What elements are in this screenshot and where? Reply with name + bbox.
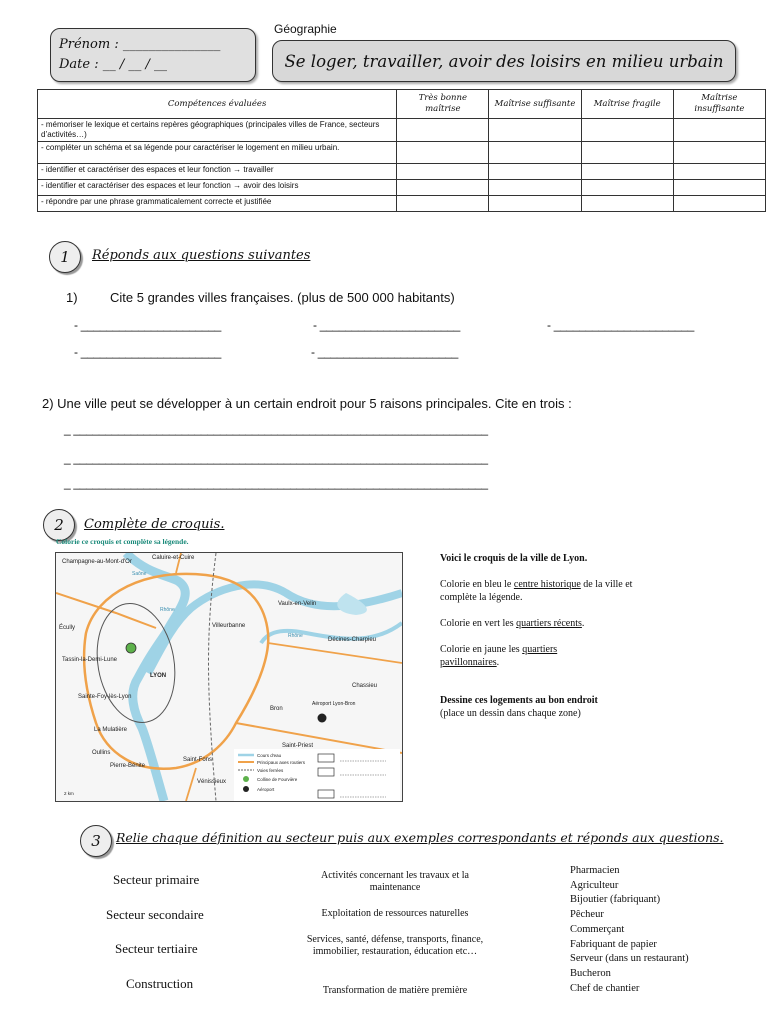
legend-blank-box[interactable]: [318, 754, 334, 762]
instruction-text: .: [496, 657, 500, 668]
grade-cell[interactable]: [581, 119, 673, 142]
fourviere-marker: [126, 643, 136, 653]
legend-blank-box[interactable]: [318, 768, 334, 776]
place-label: Pierre-Bénite: [110, 763, 146, 769]
table-row: [38, 142, 766, 164]
place-label: Décines-Charpieu: [328, 637, 377, 643]
legend-label: Principaux axes routiers: [257, 760, 306, 765]
competence-text: - mémoriser le lexique et certains repères géographiques (principales villes de France, secteurs d’activités…): [38, 119, 397, 142]
instruction-green: [440, 617, 645, 630]
legend-swatch: [243, 786, 249, 792]
instruction-draw-detail: (place un dessin dans chaque zone): [440, 708, 581, 719]
legend-label: Colline de Fourvière: [257, 777, 298, 782]
place-label: Champagne-au-Mont-d'Or: [62, 559, 132, 565]
place-label: Écully: [59, 625, 76, 631]
place-label: Vénissieux: [197, 779, 227, 785]
instruction-keyword: centre historique: [513, 579, 581, 590]
table-row: [38, 196, 766, 212]
grade-cell[interactable]: [673, 142, 765, 164]
job-item[interactable]: Serveur (dans un restaurant): [570, 953, 689, 964]
question-2-text: 2) Une ville peut se développer à un certain endroit pour 5 raisons principales. Cite en trois :: [42, 396, 572, 411]
instruction-text: Colorie en vert les: [440, 618, 517, 629]
answer-blank[interactable]: - ______________________: [74, 318, 221, 332]
header-fragile: Maîtrise fragile: [581, 90, 673, 119]
legend-label: Voies ferrées: [257, 768, 284, 773]
place-label: Villeurbanne: [212, 623, 246, 629]
section-1-number: 1: [49, 241, 81, 273]
map-intro: Voici le croquis de la ville de Lyon.: [440, 553, 588, 564]
instruction-text: de la ville et complète la légende.: [440, 579, 633, 603]
answer-blank[interactable]: - ______________________: [313, 318, 460, 332]
definition-item[interactable]: Services, santé, défense, transports, finance, immobilier, restauration, éducation etc…: [306, 934, 484, 957]
job-item[interactable]: Pêcheur: [570, 909, 604, 920]
map-legend: [234, 749, 400, 801]
header-tres-bonne: Très bonne maîtrise: [397, 90, 489, 119]
grade-cell[interactable]: [397, 196, 489, 212]
grade-cell[interactable]: [581, 142, 673, 164]
grade-cell[interactable]: [673, 180, 765, 196]
sector-primaire[interactable]: Secteur primaire: [113, 872, 200, 887]
date-field[interactable]: Date : __ / __ / __: [59, 57, 168, 72]
grade-cell[interactable]: [673, 196, 765, 212]
answer-blank[interactable]: - ______________________: [547, 318, 694, 332]
answer-line[interactable]: _ _________________________________________________________________: [64, 451, 488, 465]
instruction-text: .: [581, 618, 585, 629]
grade-cell[interactable]: [673, 164, 765, 180]
river-label: Rhône: [160, 607, 175, 613]
place-label: Tassin-la-Demi-Lune: [62, 657, 118, 663]
subject-label: Géographie: [274, 22, 337, 36]
airport-marker: [318, 714, 327, 723]
place-label: Vaulx-en-Velin: [278, 601, 317, 607]
place-label: Aéroport Lyon-Bron: [312, 701, 356, 707]
place-label: Saint-Priest: [282, 743, 314, 749]
grade-cell[interactable]: [489, 119, 581, 142]
legend-label: Cours d'eau: [257, 753, 282, 758]
grade-cell[interactable]: [397, 180, 489, 196]
lyon-map[interactable]: [55, 552, 403, 802]
section-2-title: Complète de croquis.: [84, 517, 225, 532]
job-item[interactable]: Bijoutier (fabriquant): [570, 894, 661, 905]
grade-cell[interactable]: [581, 196, 673, 212]
header-suffisante: Maîtrise suffisante: [489, 90, 581, 119]
answer-blank[interactable]: - ______________________: [74, 345, 221, 359]
table-row: [38, 180, 766, 196]
page-title: Se loger, travailler, avoir des loisirs en milieu urbain: [272, 40, 736, 82]
instruction-yellow: [440, 643, 600, 669]
instruction-text: Colorie en bleu le: [440, 579, 514, 590]
grade-cell[interactable]: [489, 196, 581, 212]
place-label: Bron: [270, 706, 283, 712]
competence-text: - compléter un schéma et sa légende pour caractériser le logement en milieu urbain.: [38, 142, 397, 164]
place-label: Caluire-et-Cuire: [152, 555, 195, 561]
instruction-text: Colorie en jaune les: [440, 644, 523, 655]
place-label: LYON: [150, 673, 167, 679]
header-insuffisante: Maîtrise insuffisante: [673, 90, 765, 119]
job-item[interactable]: Bucheron: [570, 968, 611, 979]
place-label: Chassieu: [352, 683, 378, 689]
table-header-row: [38, 90, 766, 119]
sector-secondaire[interactable]: Secteur secondaire: [106, 907, 204, 922]
section-2-number: 2: [43, 509, 75, 541]
job-item[interactable]: Pharmacien: [570, 865, 620, 876]
definition-item[interactable]: Transformation de matière première: [322, 985, 468, 996]
competence-text: - répondre par une phrase grammaticalement correcte et justifiée: [38, 196, 397, 212]
grade-cell[interactable]: [581, 180, 673, 196]
job-item[interactable]: Commerçant: [570, 924, 625, 935]
legend-label: Aéroport: [257, 787, 275, 792]
instruction-keyword: quartiers récents: [516, 618, 582, 629]
place-label: La Mulatière: [94, 727, 128, 733]
competences-table: [37, 89, 766, 212]
answer-blank[interactable]: - ______________________: [311, 345, 458, 359]
grade-cell[interactable]: [489, 142, 581, 164]
instruction-keyword: quartiers pavillonnaires: [440, 644, 558, 668]
competence-text: - identifier et caractériser des espaces et leur fonction → travailler: [38, 164, 397, 180]
question-1-number: 1): [66, 290, 78, 305]
name-date-box: [50, 28, 256, 82]
place-label: Saint-Fons: [183, 757, 213, 763]
legend-blank-box[interactable]: [318, 790, 334, 798]
section-1-title: Réponds aux questions suivantes: [92, 248, 311, 263]
place-label: Sainte-Foy-lès-Lyon: [78, 694, 132, 700]
question-1-text: Cite 5 grandes villes françaises. (plus de 500 000 habitants): [110, 290, 455, 305]
grade-cell[interactable]: [489, 164, 581, 180]
section-3-number: 3: [80, 825, 112, 857]
grade-cell[interactable]: [397, 164, 489, 180]
answer-line[interactable]: _ _________________________________________________________________: [64, 422, 488, 436]
grade-cell[interactable]: [673, 119, 765, 142]
scale-label: 2 km: [64, 791, 74, 796]
sector-tertiaire[interactable]: Secteur tertiaire: [115, 941, 198, 956]
grade-cell[interactable]: [489, 180, 581, 196]
river-label: Saône: [132, 571, 147, 577]
competence-text: - identifier et caractériser des espaces et leur fonction → avoir des loisirs: [38, 180, 397, 196]
instruction-draw: Dessine ces logements au bon endroit: [440, 695, 598, 706]
header-competences: Compétences évaluées: [38, 90, 397, 119]
river-label: Rhône: [288, 633, 303, 639]
definition-item[interactable]: Activités concernant les travaux et la maintenance: [321, 870, 469, 893]
grade-cell[interactable]: [397, 119, 489, 142]
legend-swatch: [243, 776, 249, 782]
prenom-field[interactable]: Prénom : _______________: [59, 37, 221, 52]
job-item[interactable]: Fabriquant de papier: [570, 939, 657, 950]
definition-item[interactable]: Exploitation de ressources naturelles: [321, 908, 469, 919]
job-item[interactable]: Agriculteur: [570, 880, 619, 891]
lyon-map-drawing: [56, 553, 402, 801]
table-row: [38, 164, 766, 180]
instruction-blue: [440, 578, 645, 604]
grade-cell[interactable]: [581, 164, 673, 180]
section-3-title: Relie chaque définition au secteur puis aux exemples correspondants et réponds aux questions.: [116, 830, 724, 845]
place-label: Oullins: [92, 750, 111, 756]
section-2-subtitle: Colorie ce croquis et complète sa légende.: [56, 537, 189, 546]
grade-cell[interactable]: [397, 142, 489, 164]
table-row: [38, 119, 766, 142]
answer-line[interactable]: _ _________________________________________________________________: [64, 476, 488, 490]
job-item[interactable]: Chef de chantier: [570, 983, 640, 994]
sector-construction[interactable]: Construction: [126, 976, 194, 991]
